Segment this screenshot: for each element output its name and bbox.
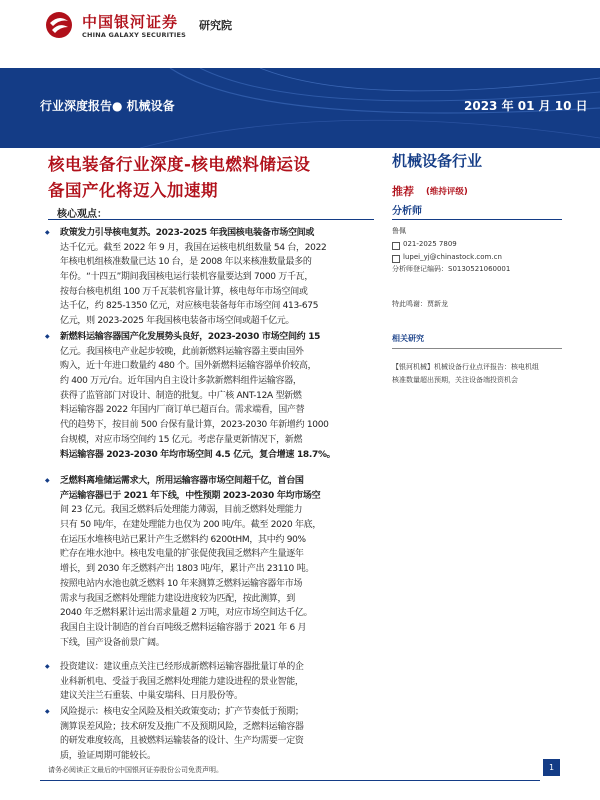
report-title-line-1: 核电装备行业深度-核电燃料储运设 bbox=[48, 155, 311, 174]
paragraph-line: 质，验证周期可能较长。 bbox=[60, 751, 156, 762]
bullet-icon: ◆ bbox=[45, 708, 50, 715]
paragraph-line: 建议关注兰石重装、中巢安瑞科、日月股份等。 bbox=[60, 691, 243, 702]
divider bbox=[392, 348, 562, 349]
paragraph-line: 料运输容器 2022 年国内厂商订单已超百台。需求端看，国产替 bbox=[60, 405, 305, 416]
related-research-link-line-1[interactable]: 【银河机械】机械设备行业点评报告：核电机组 bbox=[392, 363, 539, 371]
footer-disclaimer: 请务必阅读正文最后的中国银河证券股份公司免责声明。 bbox=[48, 766, 223, 774]
sidebar-industry: 机械设备行业 bbox=[392, 152, 483, 170]
bullet-icon: ◆ bbox=[45, 663, 50, 670]
core-point-paragraph bbox=[45, 705, 376, 764]
related-research-heading: 相关研究 bbox=[392, 334, 424, 343]
paragraph-line: 的研发难度较高，且被燃料运输装备的设计、生产均需要一定资 bbox=[60, 736, 304, 747]
paragraph-line: 贮存在堆水池中。核电发电量的扩张促使我国乏燃料产生量逐年 bbox=[60, 549, 304, 560]
bullet-icon: ◆ bbox=[45, 477, 50, 484]
core-points-label: 核心观点： bbox=[57, 209, 107, 220]
institute-label: 研究院 bbox=[199, 19, 232, 32]
paragraph-line: 政策发力引导核电复苏。2023-2025 年我国核电装备市场空间或 bbox=[60, 228, 315, 238]
bullet-icon: ◆ bbox=[45, 229, 50, 236]
core-point-paragraph bbox=[45, 330, 376, 462]
paragraph-line: 增长，到 2030 年乏燃料产出 1803 吨/年，累计产出 23110 吨。 bbox=[60, 564, 314, 575]
paragraph-line: 亿元。我国核电产业起步较晚，此前新燃料运输容器主要由国外 bbox=[60, 346, 304, 357]
paragraph-line: 年核电机组核准数量已达 10 台，是 2008 年以来核准数量最多的 bbox=[60, 257, 312, 268]
paragraph-line: 台规模，对应市场空间约 15 亿元。考虑存量更新情况下，新燃 bbox=[60, 434, 303, 445]
core-point-paragraph bbox=[45, 474, 376, 650]
phone-icon bbox=[392, 242, 400, 250]
paragraph-line: 需求与我国乏燃料处理能力建设进度较为匹配，按此测算，到 bbox=[60, 593, 295, 604]
paragraph-line: 购入，近十年进口数量约 480 个。国外新燃料运输容器单价较高， bbox=[60, 361, 317, 372]
paragraph-line: 亿元，则 2023-2025 年我国核电装备市场空间或超千亿元。 bbox=[60, 316, 295, 327]
divider bbox=[48, 219, 374, 220]
paragraph-line: 在运压水堆核电站已累计产生乏燃料约 6200tHM，其中约 90% bbox=[60, 534, 306, 545]
paragraph-line: 约 400 万元/台。近年国内自主设计多款新燃料组件运输容器， bbox=[60, 376, 302, 387]
related-research-link-line-2[interactable]: 核准数量超出预期，关注设备端投资机会 bbox=[392, 376, 518, 384]
paragraph-line: 获得了监管部门对设计、制造的批复。中广核 ANT-12A 型新燃 bbox=[60, 390, 302, 401]
paragraph-line: 达千亿，约 825-1350 亿元，对应核电装备每年市场空间 413-675 bbox=[60, 301, 319, 312]
report-title-line-2: 备国产化将迈入加速期 bbox=[48, 181, 218, 200]
paragraph-line: 代的趋势下，按目前 500 台保有量计算，2023-2030 年新增约 1000 bbox=[60, 420, 329, 431]
core-point-paragraph bbox=[45, 226, 376, 329]
page-number: 1 bbox=[543, 759, 560, 776]
report-type: 行业深度报告● 机械设备 bbox=[40, 99, 175, 113]
paragraph-line: 投资建议：建议重点关注已经形成新燃料运输容器批量订单的企 bbox=[60, 662, 304, 672]
paragraph-line: 业科新机电、受益于我国乏燃料处理能力建设进程的景业智能， bbox=[60, 676, 304, 687]
paragraph-line: 达千亿元。截至 2022 年 9 月，我国在运核电机组数量 54 台，2022 bbox=[60, 242, 327, 253]
divider bbox=[392, 219, 562, 220]
logo-english-name: CHINA GALAXY SECURITIES bbox=[82, 31, 187, 39]
report-date: 2023 年 01 月 10 日 bbox=[464, 99, 588, 113]
analyst-heading: 分析师 bbox=[392, 206, 422, 217]
analyst-email[interactable] bbox=[392, 253, 502, 261]
paragraph-line: 间 23 亿元。我国乏燃料后处理能力薄弱，目前乏燃料处理能力 bbox=[60, 505, 303, 516]
paragraph-line: 料运输容器 2023-2030 年均市场空间 4.5 亿元，复合增速 18.7%。 bbox=[60, 449, 336, 460]
acknowledgement: 特此鸣谢：贾新龙 bbox=[392, 300, 448, 308]
logo-chinese-name: 中国银河证券 bbox=[82, 13, 179, 31]
paragraph-line: 2040 年乏燃料累计运出需求量超 2 万吨，对应市场空间达千亿。 bbox=[60, 608, 313, 619]
rating-label: 推荐 bbox=[392, 185, 414, 198]
paragraph-line: 年份。“十四五”期间我国核电运行装机容量要达到 7000 万千瓦， bbox=[60, 272, 314, 283]
email-icon bbox=[392, 255, 400, 263]
rating-note: (维持评级) bbox=[426, 187, 468, 197]
galaxy-logo-icon bbox=[44, 10, 74, 40]
email-text[interactable]: lupei_yj@chinastock.com.cn bbox=[403, 253, 502, 261]
paragraph-line: 我国自主设计制造的首台百吨级乏燃料运输容器于 2021 年 6 月 bbox=[60, 622, 307, 633]
paragraph-line: 测算误差风险；技术研发及推广不及预期风险，乏燃料运输容器 bbox=[60, 721, 304, 732]
paragraph-line: 新燃料运输容器国产化发展势头良好，2023-2030 市场空间约 15 bbox=[60, 332, 321, 342]
bullet-icon: ◆ bbox=[45, 333, 50, 340]
paragraph-line: 下线，国产设备前景广阔。 bbox=[60, 637, 165, 648]
paragraph-line: 产运输容器已于 2021 年下线，中性预期 2023-2030 年均市场空 bbox=[60, 490, 321, 501]
paragraph-line: 按每台核电机组 100 万千瓦装机容量计算，核电每年市场空间或 bbox=[60, 286, 308, 297]
paragraph-line: 只有 50 吨/年，在建处理能力也仅为 200 吨/年。截至 2020 年底， bbox=[60, 520, 322, 531]
analyst-phone bbox=[392, 240, 457, 248]
paragraph-line: 按照电站内水池也就乏燃料 10 年来测算乏燃料运输容器年市场 bbox=[60, 578, 303, 589]
analyst-cert: 分析师登记编码：S0130521060001 bbox=[392, 265, 511, 273]
paragraph-line: 乏燃料离堆储运需求大，所用运输容器市场空间超千亿，首台国 bbox=[60, 476, 304, 486]
core-point-paragraph bbox=[45, 660, 376, 704]
analyst-name: 鲁佩 bbox=[392, 227, 406, 235]
paragraph-line: 风险提示：核电安全风险及相关政策变动；扩产节奏低于预期； bbox=[60, 707, 304, 717]
phone-text: 021-2025 7809 bbox=[403, 240, 457, 248]
footer-divider bbox=[40, 780, 540, 781]
